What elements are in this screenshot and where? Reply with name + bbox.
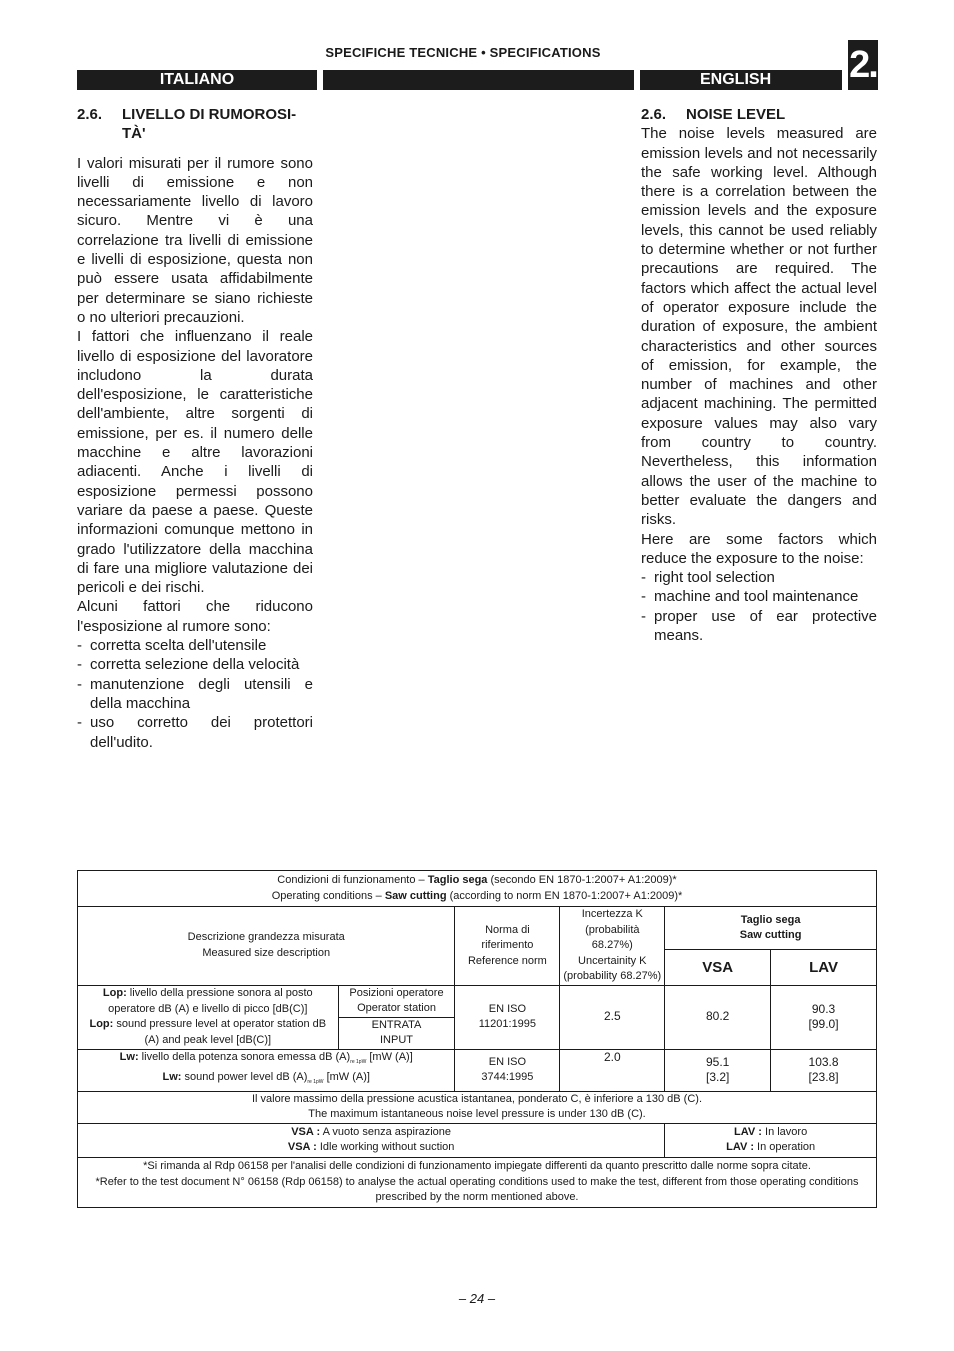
lop-lav-value — [771, 985, 877, 1049]
italian-factor-list — [77, 636, 313, 752]
lop-lav-2: [99.0] — [808, 1017, 839, 1031]
lw-it-sub: re 1pW — [350, 1058, 367, 1065]
english-section-number: 2.6. — [641, 106, 667, 123]
lop-it-label: Lop: — [102, 987, 127, 999]
description-header — [78, 907, 455, 986]
lw-lav-value — [771, 1049, 877, 1091]
operator-position-header — [338, 985, 455, 1017]
reference-note — [78, 1157, 877, 1207]
list-item: - corretta scelta dell'utensile — [77, 636, 313, 655]
lav-legend — [665, 1123, 877, 1157]
max-pressure-note — [78, 1091, 877, 1123]
cond-it-pre: Condizioni di funzionamento – — [277, 874, 428, 886]
note-it: *Si rimanda al Rdp 06158 per l'analisi delle condizioni di funzionamento impiegate differenti da quanto prescritto dalle norme sopra citate. — [143, 1160, 811, 1173]
english-section-heading — [641, 105, 877, 124]
vsa-en-text: Idle working without suction — [316, 1141, 455, 1154]
max-en: The maximum istantaneous noise level pressure is under 130 dB (C). — [308, 1108, 646, 1121]
page-header-title: SPECIFICHE TECNICHE • SPECIFICATIONS — [325, 45, 601, 60]
cond-it-post: (secondo EN 1870-1:2007+ A1:2009)* — [487, 874, 677, 886]
lw-en-label: Lw: — [162, 1071, 182, 1084]
desc-it: Descrizione grandezza misurata — [187, 931, 345, 944]
column-header-vsa: VSA — [665, 950, 771, 985]
lop-norm-2: 11201:1995 — [478, 1018, 537, 1030]
cond-en-bold: Saw cutting — [384, 889, 447, 902]
pos-en: Operator station — [357, 1002, 436, 1014]
english-section-title: NOISE LEVEL — [686, 106, 786, 123]
lop-en-label: Lop: — [89, 1018, 114, 1030]
list-item: - right tool selection — [641, 568, 877, 587]
lav-en-label: LAV : — [726, 1141, 754, 1154]
italian-section-heading — [77, 105, 313, 144]
cond-en-pre: Operating conditions – — [271, 889, 385, 902]
vsa-it-text: A vuoto senza aspirazione — [320, 1125, 452, 1138]
lw-norm-1: EN ISO — [488, 1055, 527, 1068]
norm-it: Norma di riferimento — [481, 923, 534, 951]
note-en: *Refer to the test document N° 06158 (Rdp 06158) to analyse the actual operating conditions used to make the test, different from those operating conditions prescribed by the norm mentioned above. — [95, 1175, 859, 1204]
column-header-lav: LAV — [771, 950, 877, 985]
lw-it-label: Lw: — [119, 1050, 139, 1063]
lw-vsa-2: [3.2] — [705, 1070, 730, 1085]
italian-column — [77, 105, 313, 752]
lav-it-label: LAV : — [734, 1125, 762, 1138]
vsa-it-label: VSA : — [291, 1125, 321, 1138]
lw-uncertainty: 2.0 — [560, 1049, 665, 1091]
norm-header — [455, 907, 560, 986]
lop-norm — [455, 985, 560, 1049]
chapter-number: 2. — [848, 40, 878, 90]
list-item: - corretta selezione della velocità — [77, 655, 313, 674]
operator-position-input — [338, 1017, 455, 1049]
italian-section-title-2: TÀ' — [122, 125, 146, 143]
lop-description — [78, 985, 339, 1049]
pos-it: Posizioni operatore — [349, 986, 444, 999]
mode-header — [665, 907, 877, 950]
italian-paragraph-1: I valori misurati per il rumore sono livelli di emissione e non necessariamente livello di lavoro sicuro. Mentre vi è una correlazione tra livelli di emissione e livelli di esposizione, questa non può essere usata affidabilmente per determinare se siano richieste o no ulteriori precauzioni. — [77, 154, 313, 326]
lop-it-text: livello della pressione sonora al posto operatore dB (A) e livello di picco [dB(C)] — [108, 987, 313, 1015]
unc-it-2: (probabilità 68.27%) — [585, 923, 640, 951]
lw-description — [78, 1049, 455, 1091]
max-it: Il valore massimo della pressione acustica istantanea, ponderato C, è inferiore a 130 dB (C). — [251, 1092, 702, 1105]
lw-lav-2: [23.8] — [808, 1070, 839, 1085]
mode-en: Saw cutting — [739, 929, 802, 942]
lop-uncertainty: 2.5 — [560, 985, 665, 1049]
lw-en-text: sound power level dB (A) — [181, 1071, 308, 1084]
italian-section-number: 2.6. — [77, 106, 103, 123]
cond-en-post: (according to norm EN 1870-1:2007+ A1:2009)* — [446, 889, 683, 902]
input-label: INPUT — [380, 1034, 413, 1046]
lav-it-text: In lavoro — [761, 1125, 808, 1138]
operating-conditions-cell — [78, 871, 877, 907]
italian-paragraph-3: Alcuni fattori che riducono l'esposizione al rumore sono: — [77, 598, 313, 635]
english-paragraph-2: Here are some factors which reduce the exposure to the noise: — [641, 530, 877, 567]
unc-en-1: Uncertainity K — [578, 954, 647, 967]
mode-it: Taglio sega — [740, 913, 801, 926]
lw-norm — [455, 1049, 560, 1091]
norm-en: Reference norm — [467, 954, 547, 967]
page-number: – 24 – — [458, 1291, 496, 1306]
lw-it-text: livello della potenza sonora emessa dB (A) — [138, 1050, 351, 1063]
lop-lav-1: 90.3 — [811, 1001, 836, 1016]
unc-it-1: Incertezza K — [581, 908, 643, 920]
lav-en-text: In operation — [754, 1141, 816, 1154]
list-item: - uso corretto dei protettori dell'udito. — [77, 713, 313, 752]
cond-it-bold: Taglio sega — [427, 874, 488, 886]
list-item: - manutenzione degli utensili e della macchina — [77, 675, 313, 714]
lw-en-tail: [mW (A)] — [323, 1071, 370, 1084]
lw-vsa-1: 95.1 — [705, 1054, 730, 1069]
list-item: - proper use of ear protective means. — [641, 607, 877, 646]
lang-bar-english-label: ENGLISH — [700, 71, 772, 88]
lop-vsa-value: 80.2 — [665, 985, 771, 1049]
list-item: - machine and tool maintenance — [641, 587, 877, 606]
lw-it-tail: [mW (A)] — [366, 1050, 413, 1063]
lw-vsa-value — [665, 1049, 771, 1091]
entrata: ENTRATA — [371, 1018, 422, 1031]
lang-bar-divider — [323, 70, 634, 90]
lop-norm-1: EN ISO — [488, 1002, 527, 1015]
uncertainty-header — [560, 907, 665, 986]
lw-lav-1: 103.8 — [808, 1054, 839, 1069]
desc-en: Measured size description — [202, 946, 331, 959]
lw-norm-2: 3744:1995 — [481, 1071, 534, 1084]
english-column — [641, 105, 877, 645]
italian-paragraph-2: I fattori che influenzano il reale livello di esposizione del lavoratore includono la durata dell'esposizione, le caratteristiche dell'ambiente, altre sorgenti di emissione, per es. il numero delle macchine e altre lavorazioni adiacenti. Anche i livelli di esposizione permessi possono variare da paese a paese. Queste informazioni comunque mettono in grado l'utilizzatore della macchina di fare una migliore valutazione dei pericoli e dei rischi. — [77, 328, 313, 597]
italian-section-title-1: LIVELLO DI RUMOROSI- — [122, 106, 297, 123]
noise-level-table — [77, 870, 877, 1208]
lang-bar-english — [640, 70, 842, 90]
english-paragraph-1: The noise levels measured are emission levels and not necessarily the safe working level. Although there is a correlation between the emission levels and the exposure levels, this cannot be used reliably to determine whether or not further precautions are required. The factors which affect the actual level of operator exposure include the duration of exposure, the ambient characteristics and other sources of emission, for example, the number of machines and other adjacent machining. The permitted exposure values may also vary from country to country. Nevertheless, this information allows the user of the machine to better evaluate the dangers and risks. — [641, 125, 877, 529]
english-factor-list — [641, 568, 877, 645]
vsa-legend — [78, 1123, 665, 1157]
lang-bar-italiano: ITALIANO — [77, 70, 317, 90]
vsa-en-label: VSA : — [287, 1141, 317, 1154]
unc-en-2: (probability 68.27%) — [563, 970, 662, 982]
lw-en-sub: re 1pW — [307, 1079, 324, 1086]
lop-en-text: sound pressure level at operator station dB (A) and peak level [dB(C)] — [113, 1018, 327, 1046]
